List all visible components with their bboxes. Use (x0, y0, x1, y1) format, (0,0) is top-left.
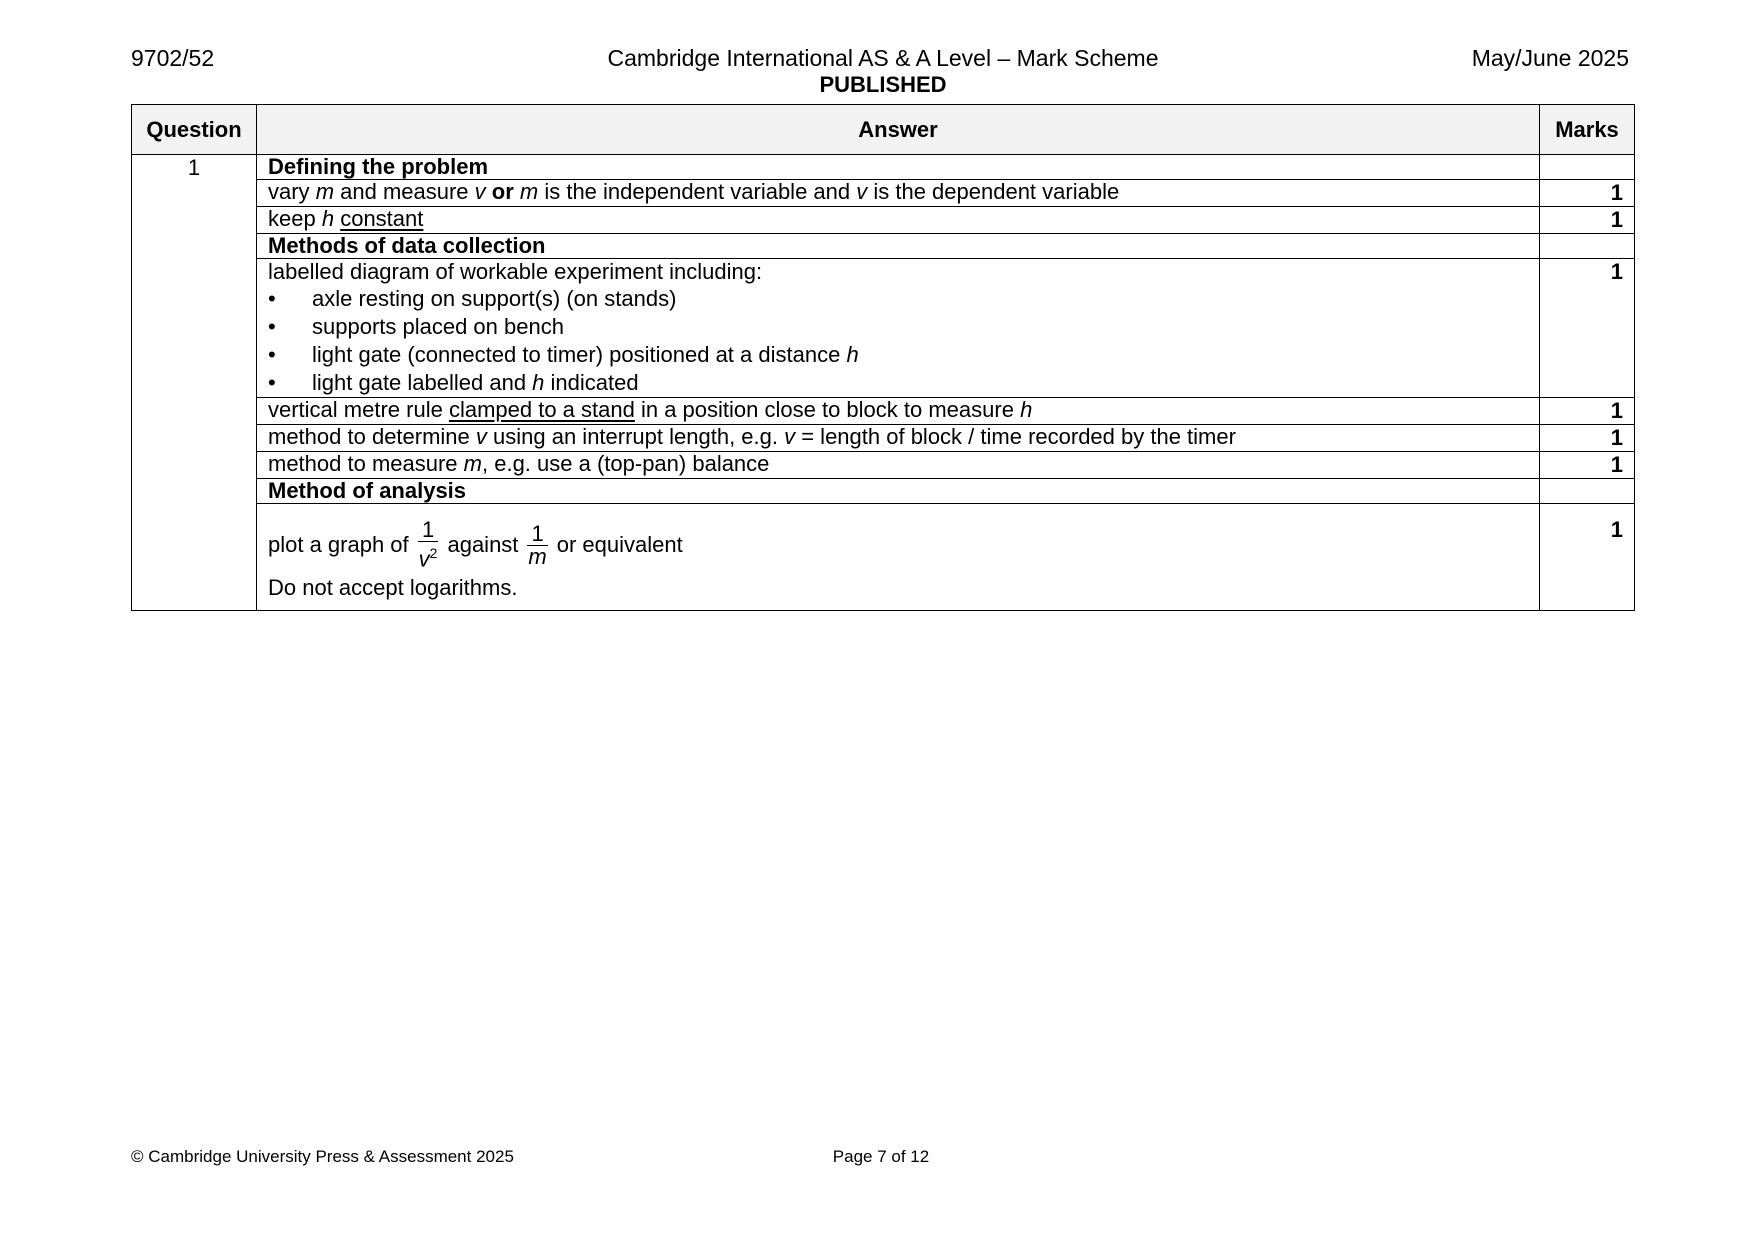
document-title: Cambridge International AS & A Level – Mark Scheme (607, 45, 1159, 71)
marks-cell (1540, 234, 1635, 259)
table-header-row (132, 105, 1635, 155)
answer-measure-m: method to measure m, e.g. use a (top-pan) balance (257, 452, 1540, 479)
answer-diagram (257, 259, 1540, 398)
answer-keep-h-constant: keep h constant (257, 207, 1540, 234)
exam-session: May/June 2025 (1471, 45, 1629, 71)
copyright-notice: © Cambridge University Press & Assessment 2025 (131, 1147, 514, 1166)
marks-cell: 1 (1540, 398, 1635, 425)
table-row (132, 398, 1635, 425)
answer-graph (257, 504, 1540, 611)
table-row (132, 452, 1635, 479)
graph-instruction: plot a graph of $\frac{1}{v^2}$ against $\frac{1}{m}$ or equivalent (268, 517, 683, 572)
answer-vary: vary m and measure v or m is the independent variable and v is the dependent variable (257, 180, 1540, 207)
question-column-header: Question (132, 105, 257, 155)
question-number: 1 (132, 155, 257, 611)
table-row (132, 425, 1635, 452)
fraction-one-over-m: $\frac{1}{m}$ (528, 520, 547, 569)
fraction-one-over-v-squared: $\frac{1}{v^2}$ (418, 517, 438, 572)
table-row (132, 180, 1635, 207)
diagram-intro: labelled diagram of workable experiment including: (268, 259, 763, 284)
answer-metre-rule: vertical metre rule clamped to a stand in a position close to block to measure h (257, 398, 1540, 425)
table-row (132, 207, 1635, 234)
answer-column-header: Answer (257, 105, 1540, 155)
marks-column-header: Marks (1540, 105, 1635, 155)
mark-scheme-table (131, 104, 1635, 611)
list-item: • light gate labelled and h indicated (268, 369, 1528, 397)
table-row (132, 155, 1635, 180)
table-row (132, 234, 1635, 259)
paper-code: 9702/52 (131, 45, 215, 71)
diagram-bullet-list (268, 285, 1528, 397)
section-heading-methods: Methods of data collection (257, 234, 1540, 259)
graph-note: Do not accept logarithms. (268, 575, 518, 600)
table-row (132, 259, 1635, 398)
marks-cell: 1 (1540, 259, 1635, 398)
table-row (132, 479, 1635, 504)
section-heading-analysis: Method of analysis (257, 479, 1540, 504)
marks-cell: 1 (1540, 180, 1635, 207)
list-item: • light gate (connected to timer) positioned at a distance h (268, 341, 1528, 369)
section-heading-defining: Defining the problem (257, 155, 1540, 180)
page-number: Page 7 of 12 (832, 1147, 930, 1166)
marks-cell: 1 (1540, 207, 1635, 234)
marks-cell: 1 (1540, 504, 1635, 611)
marks-cell (1540, 155, 1635, 180)
marks-cell: 1 (1540, 452, 1635, 479)
list-item: • axle resting on support(s) (on stands) (268, 285, 1528, 313)
answer-determine-v: method to determine v using an interrupt length, e.g. v = length of block / time recorded by the timer (257, 425, 1540, 452)
list-item: • supports placed on bench (268, 313, 1528, 341)
marks-cell: 1 (1540, 425, 1635, 452)
table-row (132, 504, 1635, 611)
published-label: PUBLISHED (819, 72, 947, 97)
marks-cell (1540, 479, 1635, 504)
